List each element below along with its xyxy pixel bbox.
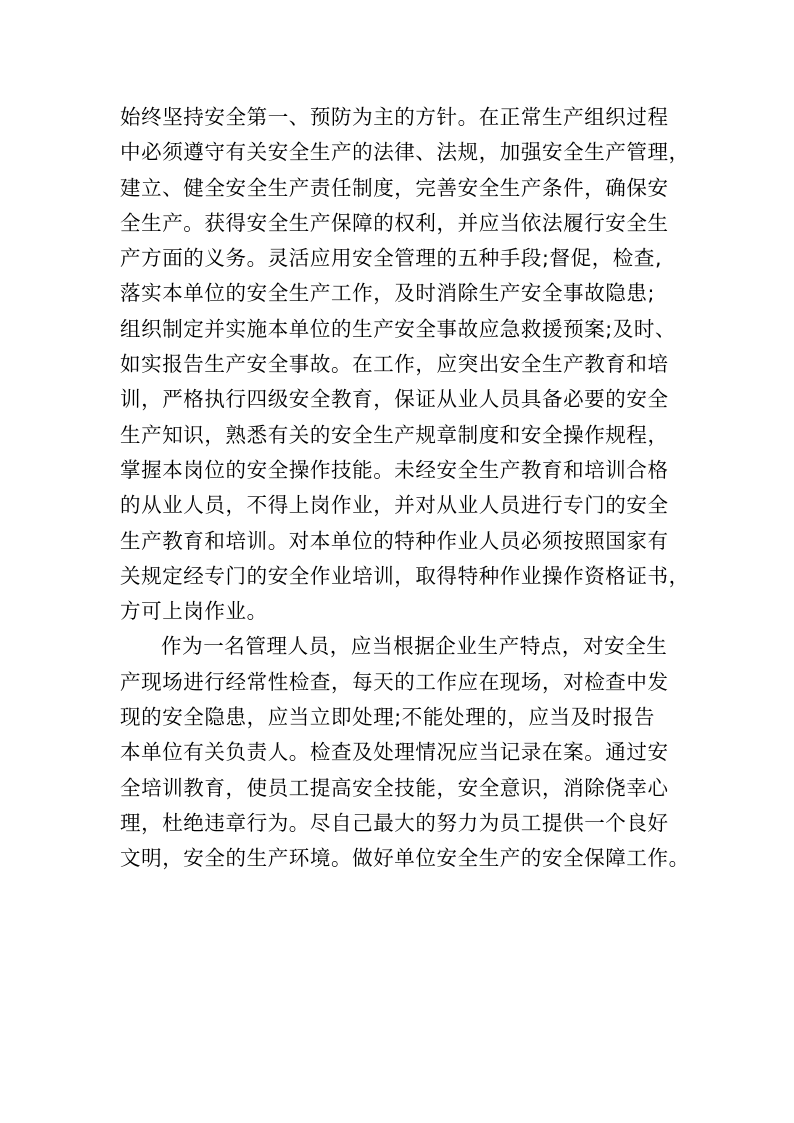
text-line: 作为一名管理人员，应当根据企业生产特点，对安全生 xyxy=(161,634,668,659)
text-line: 的从业人员，不得上岗作业，并对从业人员进行专门的安全 xyxy=(120,493,669,518)
text-line: 文明，安全的生产环境。做好单位安全生产的安全保障工作。 xyxy=(120,846,690,871)
text-line: 本单位有关负责人。检查及处理情况应当记录在案。通过安 xyxy=(120,740,669,765)
text-line: 掌握本岗位的安全操作技能。未经安全生产教育和培训合格 xyxy=(120,457,669,482)
text-line: 理，杜绝违章行为。尽自己最大的努力为员工提供一个良好 xyxy=(120,810,669,835)
text-line: 全生产。获得安全生产保障的权利，并应当依法履行安全生 xyxy=(120,210,669,235)
text-line: 始终坚持安全第一、预防为主的方针。在正常生产组织过程 xyxy=(120,105,669,129)
text-line: 现的安全隐患，应当立即处理;不能处理的，应当及时报告 xyxy=(120,705,656,730)
text-line: 产方面的义务。灵活应用安全管理的五种手段;督促，检查, xyxy=(120,246,663,271)
text-line: 如实报告生产安全事故。在工作，应突出安全生产教育和培 xyxy=(120,352,669,377)
text-line: 生产知识，熟悉有关的安全生产规章制度和安全操作规程， xyxy=(120,422,669,447)
text-line: 方可上岗作业。 xyxy=(120,599,268,624)
text-line: 生产教育和培训。对本单位的特种作业人员必须按照国家有 xyxy=(120,528,669,553)
document-body xyxy=(120,100,690,877)
text-line: 组织制定并实施本单位的生产安全事故应急救援预案;及时、 xyxy=(120,316,677,341)
text-line: 落实本单位的安全生产工作，及时消除生产安全事故隐患; xyxy=(120,281,656,306)
text-line: 训，严格执行四级安全教育，保证从业人员具备必要的安全 xyxy=(120,387,669,412)
text-line: 产现场进行经常性检查，每天的工作应在现场，对检查中发 xyxy=(120,669,669,694)
paragraph-2 xyxy=(120,629,690,876)
text-line: 建立、健全安全生产责任制度，完善安全生产条件，确保安 xyxy=(120,175,669,200)
text-line: 中必须遵守有关安全生产的法律、法规，加强安全生产管理， xyxy=(120,140,690,165)
text-line: 关规定经专门的安全作业培训，取得特种作业操作资格证书， xyxy=(120,563,690,588)
text-line: 全培训教育，使员工提高安全技能，安全意识，消除侥幸心 xyxy=(120,775,669,800)
paragraph-1 xyxy=(120,100,690,629)
